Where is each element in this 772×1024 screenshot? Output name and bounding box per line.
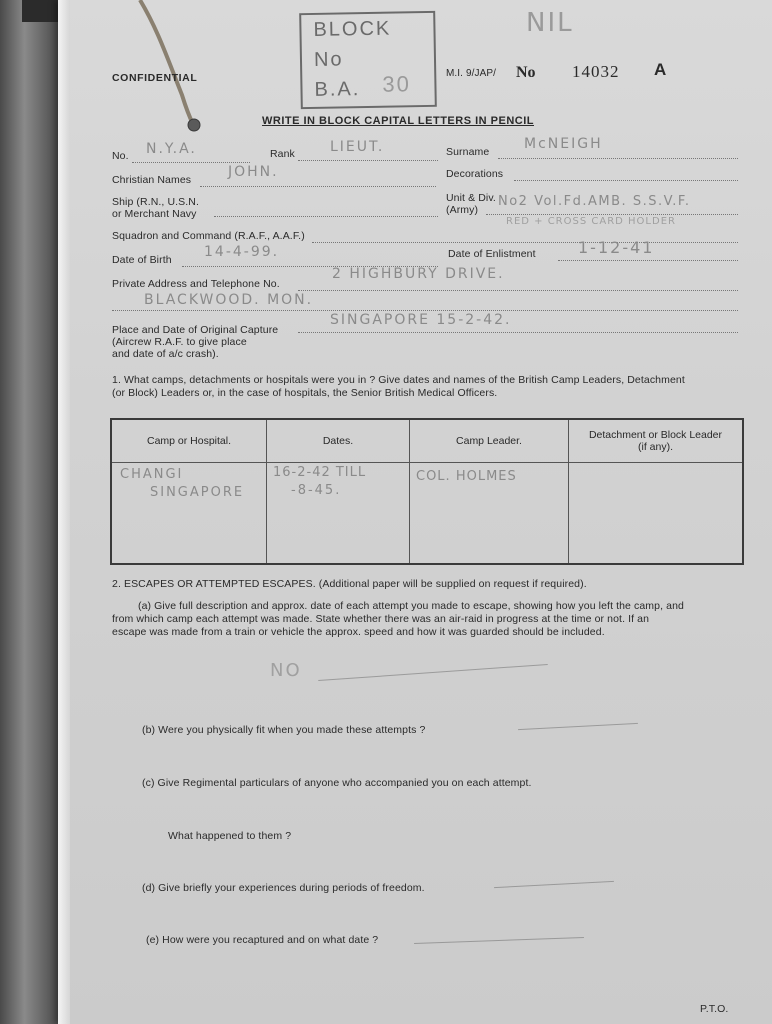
col-leader-header: Camp Leader. <box>410 419 569 463</box>
ship-line <box>214 216 438 217</box>
col-dates-header: Dates. <box>267 419 410 463</box>
form-sheet <box>58 0 772 1024</box>
dates-value-2: -8-45. <box>291 483 342 498</box>
address-value-2: BLACKWOOD. MON. <box>144 292 314 308</box>
question2a-line2: from which camp each attempt was made. State whether there was an air-raid in progress at the time or not. If an <box>112 613 650 625</box>
question2e: (e) How were you recaptured and on what date ? <box>146 934 379 946</box>
rank-label: Rank <box>270 148 295 160</box>
dates-value-1: 16-2-42 TILL <box>273 465 367 480</box>
christian-names-value: JOHN. <box>228 164 279 180</box>
question2d-mark <box>494 881 614 888</box>
no-value: N.Y.A. <box>146 141 197 157</box>
capture-value: SINGAPORE 15-2-42. <box>330 312 512 328</box>
question2e-mark <box>414 937 584 944</box>
christian-names-label: Christian Names <box>112 174 192 186</box>
address-label: Private Address and Telephone No. <box>112 278 280 290</box>
question2d: (d) Give briefly your experiences during periods of freedom. <box>142 882 425 894</box>
camp-value-1: CHANGI <box>120 467 184 482</box>
enlistment-line <box>558 260 738 261</box>
stamp-line-3: B.A. <box>314 78 361 101</box>
capture-label-1: Place and Date of Original Capture <box>112 324 279 336</box>
rank-value: LIEUT. <box>330 139 385 155</box>
camp-table <box>110 418 744 565</box>
dob-label: Date of Birth <box>112 254 172 266</box>
capture-label-3: and date of a/c crash). <box>112 348 219 360</box>
camp-cell <box>111 463 267 565</box>
unit-label-1: Unit & Div. <box>446 192 496 204</box>
question2a-line3: escape was made from a train or vehicle the approx. speed and how it was guarded should be included. <box>112 626 605 638</box>
no-line <box>132 162 250 163</box>
squadron-label: Squadron and Command (R.A.F., A.A.F.) <box>112 230 305 242</box>
decorations-line <box>514 180 738 181</box>
address-value-1: 2 HIGHBURY DRIVE. <box>332 266 505 282</box>
rank-line <box>298 160 438 161</box>
unit-label-2: (Army) <box>446 204 479 216</box>
table-row <box>111 463 743 565</box>
question2c: (c) Give Regimental particulars of anyone who accompanied you on each attempt. <box>142 777 532 789</box>
question2b: (b) Were you physically fit when you made these attempts ? <box>142 724 426 736</box>
stamp-line-2: No <box>313 48 344 71</box>
camp-value-2: SINGAPORE <box>150 485 245 500</box>
dob-value: 14-4-99. <box>204 244 280 260</box>
detachment-cell <box>569 463 744 565</box>
form-ref: M.I. 9/JAP/ <box>446 68 497 79</box>
sheet-edge <box>58 0 70 1024</box>
squadron-line <box>312 242 738 243</box>
tag-string <box>98 0 218 140</box>
answer-strike-line <box>318 664 548 681</box>
enlistment-value: 1-12-41 <box>578 238 655 257</box>
christian-names-line <box>200 186 436 187</box>
form-suffix: A <box>654 60 667 79</box>
top-right-handwriting: NIL <box>526 8 574 38</box>
stamp-line-1: BLOCK <box>313 17 392 41</box>
ship-label-1: Ship (R.N., U.S.N. <box>112 196 199 208</box>
form-number: 14032 <box>572 62 620 81</box>
unit-value-1: No2 Vol.Fd.AMB. S.S.V.F. <box>498 194 691 209</box>
question1-line1: 1. What camps, detachments or hospitals were you in ? Give dates and names of the British Camp Leaders, Detachment <box>112 374 685 386</box>
leader-cell <box>410 463 569 565</box>
dates-cell <box>267 463 410 565</box>
capture-line <box>298 332 738 333</box>
stamp-handwritten: 30 <box>382 71 412 97</box>
question2b-mark <box>518 723 638 730</box>
surname-line <box>498 158 738 159</box>
question2a-answer: NO <box>270 660 302 681</box>
surname-label: Surname <box>446 146 490 158</box>
pto-label: P.T.O. <box>700 1003 729 1015</box>
question2-heading: 2. ESCAPES OR ATTEMPTED ESCAPES. (Additional paper will be supplied on request if required). <box>112 578 587 590</box>
address-line-1 <box>298 290 738 291</box>
question2c-sub: What happened to them ? <box>168 830 292 842</box>
confidential-label: CONFIDENTIAL <box>112 72 198 84</box>
question1-line2: (or Block) Leaders or, in the case of hospitals, the Senior British Medical Officers. <box>112 387 498 399</box>
decorations-label: Decorations <box>446 168 504 180</box>
unit-line <box>486 214 738 215</box>
ship-label-2: or Merchant Navy <box>112 208 197 220</box>
surname-value: McNEIGH <box>524 136 603 152</box>
no-label: No. <box>112 150 129 162</box>
instruction-heading: WRITE IN BLOCK CAPITAL LETTERS IN PENCIL <box>262 115 534 127</box>
number-symbol: No <box>516 64 536 81</box>
unit-value-2: RED + CROSS CARD HOLDER <box>506 216 676 227</box>
col-camp-header: Camp or Hospital. <box>111 419 267 463</box>
col-detachment-header: Detachment or Block Leader (if any). <box>569 419 744 463</box>
enlistment-label: Date of Enlistment <box>448 248 536 260</box>
question2a-line1: (a) Give full description and approx. date of each attempt you made to escape, showing how you left the camp, and <box>138 600 684 612</box>
leader-value: COL. HOLMES <box>416 469 517 484</box>
capture-label-2: (Aircrew R.A.F. to give place <box>112 336 247 348</box>
block-stamp <box>299 11 437 109</box>
address-line-2 <box>112 310 738 311</box>
camp-table-header <box>111 419 743 463</box>
